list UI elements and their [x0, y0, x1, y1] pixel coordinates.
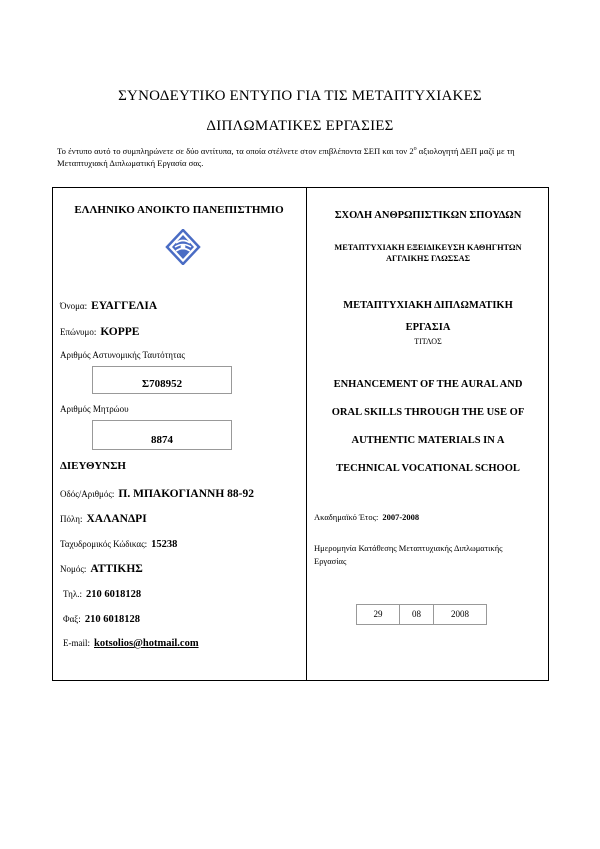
street-value: Π. ΜΠΑΚΟΓΙΑΝΝΗ 88-92 — [118, 488, 254, 500]
phone-row — [63, 584, 141, 602]
postal-row — [60, 534, 177, 552]
university-logo-icon — [163, 229, 203, 265]
postal-value: 15238 — [151, 539, 178, 550]
fax-row — [63, 609, 140, 627]
specialization-line-2: ΑΓΓΛΙΚΗΣ ΓΛΩΣΣΑΣ — [385, 254, 471, 263]
city-label: Πόλη: — [60, 514, 83, 524]
title-label: ΤΙΤΛΟΣ — [414, 337, 442, 346]
city-value: ΧΑΛΑΝΔΡΙ — [86, 513, 147, 525]
email-row — [63, 633, 199, 651]
name-label: Όνομα: — [60, 301, 88, 311]
surname-label: Επώνυμο: — [60, 327, 97, 337]
email-value: kotsolios@hotmail.com — [94, 638, 199, 649]
thesis-title-line-2: ORAL SKILLS THROUGH THE USE OF — [331, 407, 525, 418]
intro-text-part-2: αξιολογητή ΔΕΠ μαζί με τη Μεταπτυχιακή Διπλωματική Εργασία σας. — [57, 145, 515, 168]
date-month-box: 08 — [399, 604, 434, 625]
university-name: ΕΛΛΗΝΙΚΟ ΑΝΟΙΚΤΟ ΠΑΝΕΠΙΣΤΗΜΙΟ — [74, 204, 284, 216]
email-label: E-mail: — [63, 638, 90, 648]
intro-text — [57, 143, 557, 169]
submission-label-line-2: Εργασίας — [314, 556, 347, 566]
prefecture-label: Νομός: — [60, 564, 87, 574]
phone-label: Τηλ.: — [63, 589, 82, 599]
thesis-title-line-1: ENHANCEMENT OF THE AURAL AND — [333, 379, 523, 390]
phone-value: 210 6018128 — [85, 589, 142, 600]
street-label: Οδός/Αριθμός: — [60, 489, 115, 499]
intro-superscript: ο — [413, 146, 417, 152]
intro-text-part-1: Το έντυπο αυτό το συμπληρώνετε σε δύο αντίτυπα, τα οποία στέλνετε στον επιβλέποντα ΣΕΠ και τον 2 — [57, 145, 414, 156]
registry-value-box: 8874 — [92, 420, 232, 450]
prefecture-value: ΑΤΤΙΚΗΣ — [90, 563, 143, 575]
name-row — [60, 296, 157, 314]
id-label: Αριθμός Αστυνομικής Ταυτότητας — [60, 350, 185, 360]
document-title-line-1: ΣΥΝΟΔΕΥΤΙΚΟ ΕΝΤΥΠΟ ΓΙΑ ΤΙΣ ΜΕΤΑΠΤΥΧΙΑΚΕΣ — [118, 88, 482, 104]
registry-label: Αριθμός Μητρώου — [60, 404, 129, 414]
city-row — [60, 509, 147, 527]
id-value-box: Σ708952 — [92, 366, 232, 394]
thesis-heading-line-2: ΕΡΓΑΣΙΑ — [405, 322, 451, 333]
postal-label: Ταχυδρομικός Κώδικας: — [60, 539, 148, 549]
name-value: ΕΥΑΓΓΕΛΙΑ — [91, 300, 158, 312]
thesis-title-line-4: TECHNICAL VOCATIONAL SCHOOL — [336, 463, 520, 474]
academic-year-row — [314, 507, 419, 525]
street-row — [60, 484, 254, 502]
specialization — [307, 242, 549, 264]
document-title-line-2: ΔΙΠΛΩΜΑΤΙΚΕΣ ΕΡΓΑΣΙΕΣ — [206, 118, 394, 134]
thesis-title — [307, 371, 549, 483]
date-year-box: 2008 — [433, 604, 487, 625]
surname-row — [60, 322, 139, 340]
surname-value: ΚΟΡΡΕ — [100, 326, 140, 338]
specialization-line-1: ΜΕΤΑΠΤΥΧΙΑΚΗ ΕΞΕΙΔΙΚΕΥΣΗ ΚΑΘΗΓΗΤΩΝ — [334, 243, 522, 252]
fax-value: 210 6018128 — [84, 614, 140, 625]
prefecture-row — [60, 559, 143, 577]
submission-label-line-1: Ημερομηνία Κατάθεσης Μεταπτυχιακής Διπλωματικής — [314, 543, 503, 553]
thesis-heading-line-1: ΜΕΤΑΠΤΥΧΙΑΚΗ ΔΙΠΛΩΜΑΤΙΚΗ — [343, 300, 513, 311]
submission-label — [314, 542, 544, 568]
address-heading: ΔΙΕΥΘΥΝΣΗ — [60, 460, 126, 472]
school-name: ΣΧΟΛΗ ΑΝΘΡΩΠΙΣΤΙΚΩΝ ΣΠΟΥΔΩΝ — [334, 210, 522, 221]
academic-year-value: 2007-2008 — [382, 512, 420, 522]
fax-label: Φαξ: — [63, 614, 81, 624]
academic-year-label: Ακαδημαϊκό Έτος: — [314, 512, 379, 522]
thesis-heading — [307, 295, 549, 339]
date-day-box: 29 — [356, 604, 400, 625]
thesis-title-line-3: AUTHENTIC MATERIALS IN A — [351, 435, 505, 446]
